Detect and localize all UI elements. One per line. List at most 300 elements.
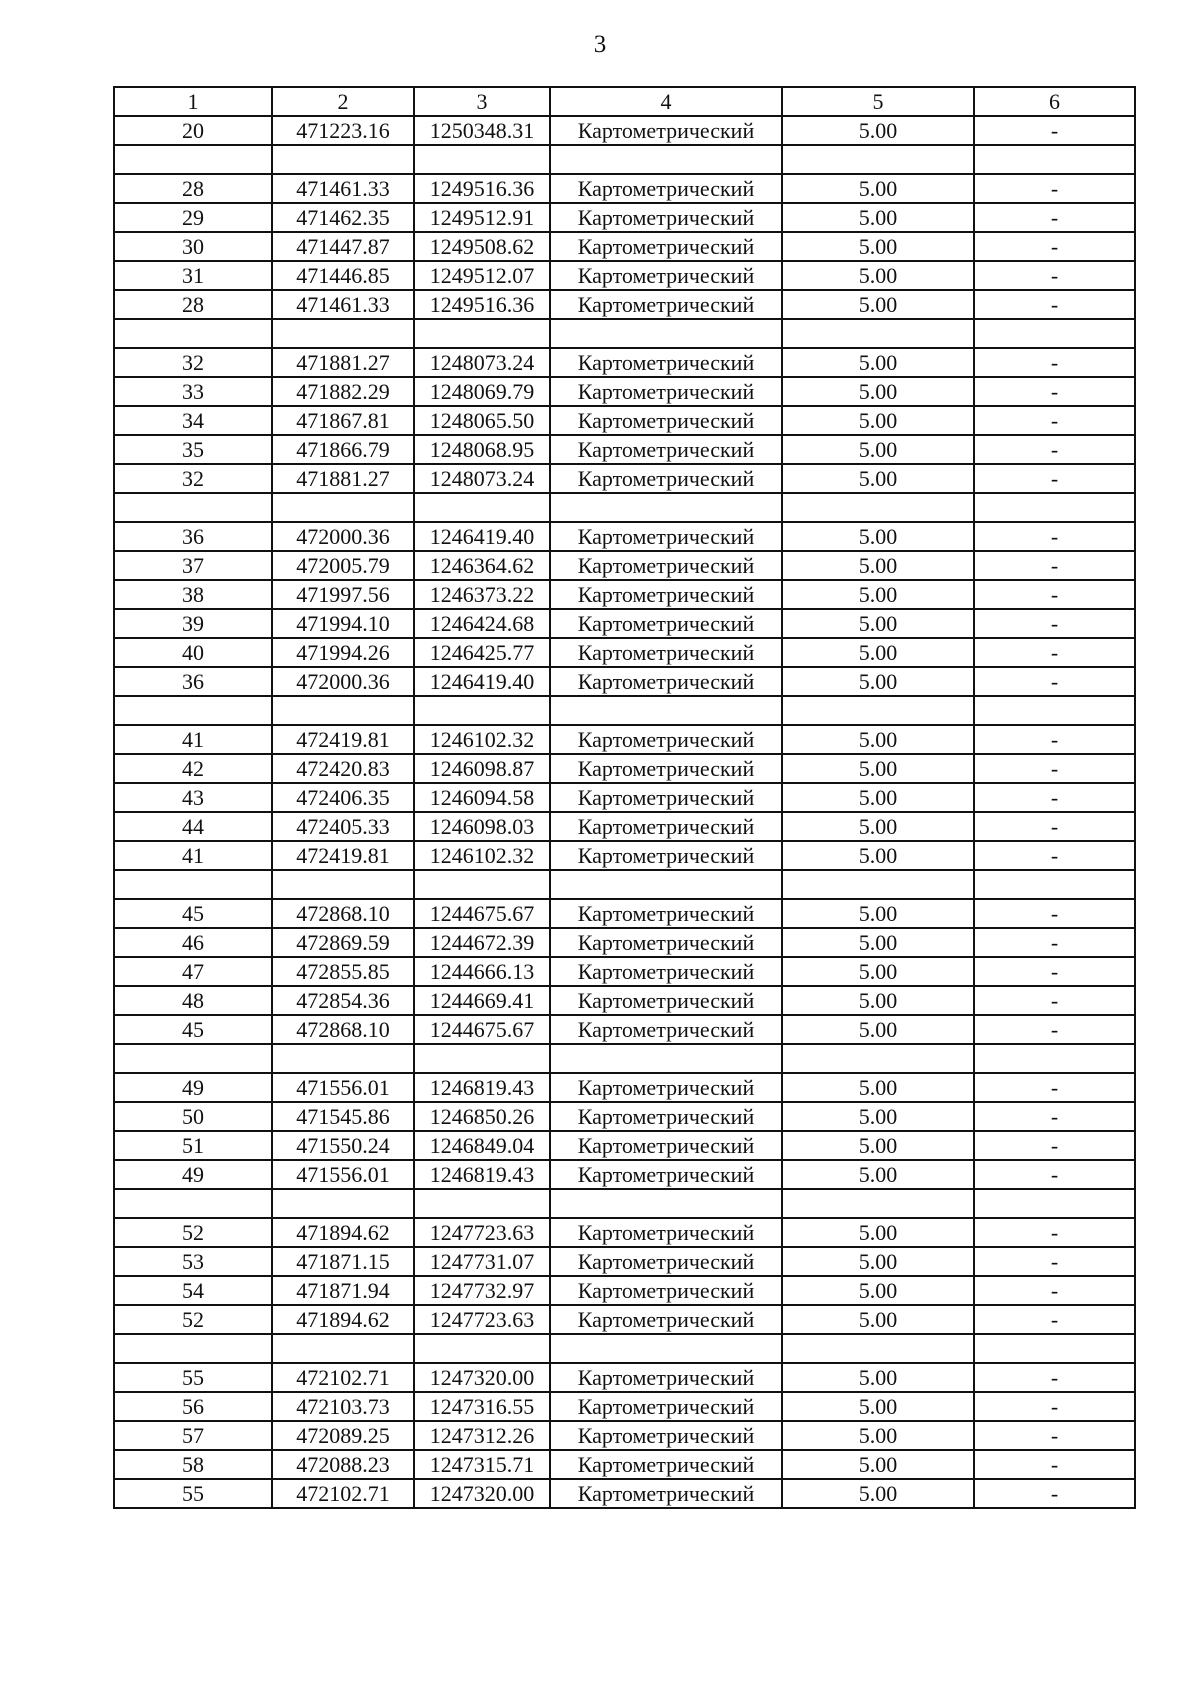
empty-cell — [414, 1044, 550, 1073]
y-coordinate-cell: 1249512.07 — [414, 261, 550, 290]
point-number-cell: 49 — [114, 1073, 272, 1102]
accuracy-cell: 5.00 — [782, 232, 974, 261]
table-row — [114, 1392, 1135, 1421]
empty-cell — [114, 870, 272, 899]
method-cell: Картометрический — [550, 638, 782, 667]
x-coordinate-cell: 471882.29 — [272, 377, 414, 406]
empty-cell — [550, 870, 782, 899]
y-coordinate-cell: 1246850.26 — [414, 1102, 550, 1131]
note-cell: - — [974, 1015, 1135, 1044]
empty-cell — [974, 696, 1135, 725]
accuracy-cell: 5.00 — [782, 580, 974, 609]
point-number-cell: 36 — [114, 522, 272, 551]
note-cell: - — [974, 1305, 1135, 1334]
empty-cell — [414, 1334, 550, 1363]
method-cell: Картометрический — [550, 406, 782, 435]
point-number-cell: 38 — [114, 580, 272, 609]
method-cell: Картометрический — [550, 812, 782, 841]
table-row — [114, 812, 1135, 841]
method-cell: Картометрический — [550, 1392, 782, 1421]
x-coordinate-cell: 471461.33 — [272, 290, 414, 319]
point-number-cell: 40 — [114, 638, 272, 667]
y-coordinate-cell: 1247312.26 — [414, 1421, 550, 1450]
table-row — [114, 986, 1135, 1015]
y-coordinate-cell: 1248073.24 — [414, 348, 550, 377]
separator-row — [114, 1189, 1135, 1218]
note-cell: - — [974, 1392, 1135, 1421]
table-row — [114, 1363, 1135, 1392]
note-cell: - — [974, 1218, 1135, 1247]
table-row — [114, 203, 1135, 232]
empty-cell — [782, 145, 974, 174]
note-cell: - — [974, 609, 1135, 638]
table-row — [114, 261, 1135, 290]
table-row — [114, 1276, 1135, 1305]
note-cell: - — [974, 812, 1135, 841]
table-row — [114, 174, 1135, 203]
page-number: 3 — [593, 31, 607, 58]
table-row — [114, 638, 1135, 667]
accuracy-cell: 5.00 — [782, 464, 974, 493]
separator-row — [114, 319, 1135, 348]
method-cell: Картометрический — [550, 1160, 782, 1189]
point-number-cell: 33 — [114, 377, 272, 406]
y-coordinate-cell: 1246424.68 — [414, 609, 550, 638]
method-cell: Картометрический — [550, 1073, 782, 1102]
point-number-cell: 56 — [114, 1392, 272, 1421]
empty-cell — [550, 145, 782, 174]
note-cell: - — [974, 1450, 1135, 1479]
x-coordinate-cell: 472405.33 — [272, 812, 414, 841]
x-coordinate-cell: 471556.01 — [272, 1073, 414, 1102]
accuracy-cell: 5.00 — [782, 406, 974, 435]
point-number-cell: 34 — [114, 406, 272, 435]
table-row — [114, 1479, 1135, 1508]
y-coordinate-cell: 1250348.31 — [414, 116, 550, 145]
table-row — [114, 667, 1135, 696]
accuracy-cell: 5.00 — [782, 435, 974, 464]
accuracy-cell: 5.00 — [782, 1102, 974, 1131]
x-coordinate-cell: 471871.15 — [272, 1247, 414, 1276]
note-cell: - — [974, 841, 1135, 870]
point-number-cell: 43 — [114, 783, 272, 812]
empty-cell — [272, 870, 414, 899]
table-row — [114, 1131, 1135, 1160]
table-row — [114, 1102, 1135, 1131]
empty-cell — [414, 145, 550, 174]
empty-cell — [114, 493, 272, 522]
accuracy-cell: 5.00 — [782, 377, 974, 406]
y-coordinate-cell: 1246425.77 — [414, 638, 550, 667]
separator-row — [114, 1044, 1135, 1073]
table-row — [114, 957, 1135, 986]
empty-cell — [114, 145, 272, 174]
separator-row — [114, 1334, 1135, 1363]
empty-cell — [414, 696, 550, 725]
empty-cell — [974, 1334, 1135, 1363]
accuracy-cell: 5.00 — [782, 725, 974, 754]
table-row — [114, 435, 1135, 464]
accuracy-cell: 5.00 — [782, 1421, 974, 1450]
y-coordinate-cell: 1248068.95 — [414, 435, 550, 464]
note-cell: - — [974, 899, 1135, 928]
y-coordinate-cell: 1249508.62 — [414, 232, 550, 261]
table-row — [114, 928, 1135, 957]
x-coordinate-cell: 471461.33 — [272, 174, 414, 203]
empty-cell — [974, 1044, 1135, 1073]
x-coordinate-cell: 472854.36 — [272, 986, 414, 1015]
y-coordinate-cell: 1248069.79 — [414, 377, 550, 406]
point-number-cell: 30 — [114, 232, 272, 261]
note-cell: - — [974, 551, 1135, 580]
accuracy-cell: 5.00 — [782, 754, 974, 783]
table-row — [114, 232, 1135, 261]
x-coordinate-cell: 471866.79 — [272, 435, 414, 464]
column-header-6: 6 — [974, 87, 1135, 116]
note-cell: - — [974, 261, 1135, 290]
point-number-cell: 47 — [114, 957, 272, 986]
x-coordinate-cell: 472000.36 — [272, 522, 414, 551]
method-cell: Картометрический — [550, 580, 782, 609]
y-coordinate-cell: 1246849.04 — [414, 1131, 550, 1160]
note-cell: - — [974, 290, 1135, 319]
note-cell: - — [974, 464, 1135, 493]
note-cell: - — [974, 406, 1135, 435]
note-cell: - — [974, 638, 1135, 667]
point-number-cell: 55 — [114, 1479, 272, 1508]
y-coordinate-cell: 1249516.36 — [414, 290, 550, 319]
note-cell: - — [974, 1131, 1135, 1160]
point-number-cell: 52 — [114, 1305, 272, 1334]
empty-cell — [782, 870, 974, 899]
y-coordinate-cell: 1246364.62 — [414, 551, 550, 580]
table-row — [114, 841, 1135, 870]
accuracy-cell: 5.00 — [782, 1392, 974, 1421]
x-coordinate-cell: 471556.01 — [272, 1160, 414, 1189]
x-coordinate-cell: 471894.62 — [272, 1218, 414, 1247]
x-coordinate-cell: 472000.36 — [272, 667, 414, 696]
method-cell: Картометрический — [550, 348, 782, 377]
method-cell: Картометрический — [550, 1247, 782, 1276]
x-coordinate-cell: 471881.27 — [272, 348, 414, 377]
method-cell: Картометрический — [550, 609, 782, 638]
method-cell: Картометрический — [550, 957, 782, 986]
empty-cell — [782, 1044, 974, 1073]
x-coordinate-cell: 471871.94 — [272, 1276, 414, 1305]
empty-cell — [782, 319, 974, 348]
empty-cell — [114, 1334, 272, 1363]
x-coordinate-cell: 472102.71 — [272, 1363, 414, 1392]
point-number-cell: 28 — [114, 174, 272, 203]
method-cell: Картометрический — [550, 928, 782, 957]
y-coordinate-cell: 1247315.71 — [414, 1450, 550, 1479]
method-cell: Картометрический — [550, 116, 782, 145]
accuracy-cell: 5.00 — [782, 638, 974, 667]
method-cell: Картометрический — [550, 464, 782, 493]
point-number-cell: 37 — [114, 551, 272, 580]
accuracy-cell: 5.00 — [782, 1276, 974, 1305]
column-header-2: 2 — [272, 87, 414, 116]
y-coordinate-cell: 1248065.50 — [414, 406, 550, 435]
accuracy-cell: 5.00 — [782, 783, 974, 812]
point-number-cell: 28 — [114, 290, 272, 319]
y-coordinate-cell: 1246094.58 — [414, 783, 550, 812]
empty-cell — [272, 493, 414, 522]
x-coordinate-cell: 472088.23 — [272, 1450, 414, 1479]
table-row — [114, 116, 1135, 145]
method-cell: Картометрический — [550, 522, 782, 551]
empty-cell — [782, 493, 974, 522]
point-number-cell: 50 — [114, 1102, 272, 1131]
table-row — [114, 551, 1135, 580]
note-cell: - — [974, 348, 1135, 377]
point-number-cell: 42 — [114, 754, 272, 783]
y-coordinate-cell: 1247320.00 — [414, 1479, 550, 1508]
table-row — [114, 725, 1135, 754]
x-coordinate-cell: 472419.81 — [272, 725, 414, 754]
accuracy-cell: 5.00 — [782, 1450, 974, 1479]
point-number-cell: 52 — [114, 1218, 272, 1247]
note-cell: - — [974, 783, 1135, 812]
method-cell: Картометрический — [550, 899, 782, 928]
method-cell: Картометрический — [550, 1479, 782, 1508]
note-cell: - — [974, 1479, 1135, 1508]
x-coordinate-cell: 472855.85 — [272, 957, 414, 986]
method-cell: Картометрический — [550, 290, 782, 319]
table-row — [114, 1305, 1135, 1334]
accuracy-cell: 5.00 — [782, 812, 974, 841]
accuracy-cell: 5.00 — [782, 609, 974, 638]
table-row — [114, 899, 1135, 928]
y-coordinate-cell: 1244669.41 — [414, 986, 550, 1015]
empty-cell — [550, 319, 782, 348]
method-cell: Картометрический — [550, 986, 782, 1015]
point-number-cell: 35 — [114, 435, 272, 464]
point-number-cell: 41 — [114, 725, 272, 754]
accuracy-cell: 5.00 — [782, 348, 974, 377]
empty-cell — [974, 319, 1135, 348]
point-number-cell: 20 — [114, 116, 272, 145]
table-row — [114, 377, 1135, 406]
method-cell: Картометрический — [550, 1305, 782, 1334]
accuracy-cell: 5.00 — [782, 667, 974, 696]
x-coordinate-cell: 471446.85 — [272, 261, 414, 290]
table-body — [114, 116, 1135, 1508]
accuracy-cell: 5.00 — [782, 203, 974, 232]
y-coordinate-cell: 1244666.13 — [414, 957, 550, 986]
table-row — [114, 1073, 1135, 1102]
method-cell: Картометрический — [550, 1363, 782, 1392]
table-row — [114, 464, 1135, 493]
accuracy-cell: 5.00 — [782, 1363, 974, 1392]
accuracy-cell: 5.00 — [782, 116, 974, 145]
x-coordinate-cell: 471997.56 — [272, 580, 414, 609]
empty-cell — [550, 1334, 782, 1363]
table-row — [114, 1450, 1135, 1479]
method-cell: Картометрический — [550, 1421, 782, 1450]
point-number-cell: 36 — [114, 667, 272, 696]
note-cell: - — [974, 1247, 1135, 1276]
empty-cell — [414, 493, 550, 522]
point-number-cell: 46 — [114, 928, 272, 957]
y-coordinate-cell: 1248073.24 — [414, 464, 550, 493]
empty-cell — [114, 1189, 272, 1218]
table-row — [114, 1160, 1135, 1189]
table-row — [114, 783, 1135, 812]
x-coordinate-cell: 471994.10 — [272, 609, 414, 638]
note-cell: - — [974, 928, 1135, 957]
accuracy-cell: 5.00 — [782, 551, 974, 580]
point-number-cell: 54 — [114, 1276, 272, 1305]
note-cell: - — [974, 174, 1135, 203]
note-cell: - — [974, 377, 1135, 406]
empty-cell — [414, 870, 550, 899]
y-coordinate-cell: 1247731.07 — [414, 1247, 550, 1276]
note-cell: - — [974, 667, 1135, 696]
column-header-4: 4 — [550, 87, 782, 116]
accuracy-cell: 5.00 — [782, 957, 974, 986]
y-coordinate-cell: 1246102.32 — [414, 725, 550, 754]
accuracy-cell: 5.00 — [782, 1015, 974, 1044]
note-cell: - — [974, 435, 1135, 464]
note-cell: - — [974, 1421, 1135, 1450]
empty-cell — [114, 319, 272, 348]
empty-cell — [550, 493, 782, 522]
x-coordinate-cell: 471550.24 — [272, 1131, 414, 1160]
y-coordinate-cell: 1249516.36 — [414, 174, 550, 203]
y-coordinate-cell: 1247723.63 — [414, 1218, 550, 1247]
note-cell: - — [974, 116, 1135, 145]
point-number-cell: 57 — [114, 1421, 272, 1450]
accuracy-cell: 5.00 — [782, 1218, 974, 1247]
x-coordinate-cell: 471867.81 — [272, 406, 414, 435]
x-coordinate-cell: 472868.10 — [272, 899, 414, 928]
point-number-cell: 58 — [114, 1450, 272, 1479]
table-row — [114, 1015, 1135, 1044]
x-coordinate-cell: 472406.35 — [272, 783, 414, 812]
table-row — [114, 580, 1135, 609]
accuracy-cell: 5.00 — [782, 1160, 974, 1189]
empty-cell — [114, 1044, 272, 1073]
accuracy-cell: 5.00 — [782, 841, 974, 870]
x-coordinate-cell: 471994.26 — [272, 638, 414, 667]
separator-row — [114, 145, 1135, 174]
accuracy-cell: 5.00 — [782, 522, 974, 551]
x-coordinate-cell: 471894.62 — [272, 1305, 414, 1334]
note-cell: - — [974, 522, 1135, 551]
empty-cell — [414, 1189, 550, 1218]
x-coordinate-cell: 472868.10 — [272, 1015, 414, 1044]
table-row — [114, 348, 1135, 377]
empty-cell — [782, 1334, 974, 1363]
method-cell: Картометрический — [550, 1102, 782, 1131]
note-cell: - — [974, 957, 1135, 986]
empty-cell — [272, 145, 414, 174]
method-cell: Картометрический — [550, 783, 782, 812]
method-cell: Картометрический — [550, 1015, 782, 1044]
note-cell: - — [974, 1276, 1135, 1305]
method-cell: Картометрический — [550, 435, 782, 464]
y-coordinate-cell: 1244672.39 — [414, 928, 550, 957]
method-cell: Картометрический — [550, 377, 782, 406]
y-coordinate-cell: 1246819.43 — [414, 1073, 550, 1102]
separator-row — [114, 870, 1135, 899]
empty-cell — [782, 1189, 974, 1218]
method-cell: Картометрический — [550, 841, 782, 870]
point-number-cell: 32 — [114, 348, 272, 377]
column-header-3: 3 — [414, 87, 550, 116]
y-coordinate-cell: 1246419.40 — [414, 667, 550, 696]
method-cell: Картометрический — [550, 1276, 782, 1305]
x-coordinate-cell: 472869.59 — [272, 928, 414, 957]
point-number-cell: 55 — [114, 1363, 272, 1392]
coordinates-table — [113, 86, 1136, 1509]
y-coordinate-cell: 1249512.91 — [414, 203, 550, 232]
y-coordinate-cell: 1246098.03 — [414, 812, 550, 841]
x-coordinate-cell: 472102.71 — [272, 1479, 414, 1508]
note-cell: - — [974, 754, 1135, 783]
x-coordinate-cell: 472103.73 — [272, 1392, 414, 1421]
y-coordinate-cell: 1246098.87 — [414, 754, 550, 783]
method-cell: Картометрический — [550, 725, 782, 754]
table-header-row — [114, 87, 1135, 116]
method-cell: Картометрический — [550, 754, 782, 783]
note-cell: - — [974, 1073, 1135, 1102]
empty-cell — [272, 319, 414, 348]
accuracy-cell: 5.00 — [782, 1479, 974, 1508]
method-cell: Картометрический — [550, 1218, 782, 1247]
point-number-cell: 32 — [114, 464, 272, 493]
x-coordinate-cell: 471223.16 — [272, 116, 414, 145]
x-coordinate-cell: 472089.25 — [272, 1421, 414, 1450]
method-cell: Картометрический — [550, 174, 782, 203]
table-row — [114, 1421, 1135, 1450]
x-coordinate-cell: 471545.86 — [272, 1102, 414, 1131]
note-cell: - — [974, 986, 1135, 1015]
y-coordinate-cell: 1247723.63 — [414, 1305, 550, 1334]
empty-cell — [272, 696, 414, 725]
accuracy-cell: 5.00 — [782, 261, 974, 290]
empty-cell — [974, 493, 1135, 522]
note-cell: - — [974, 725, 1135, 754]
empty-cell — [550, 696, 782, 725]
y-coordinate-cell: 1244675.67 — [414, 899, 550, 928]
table-row — [114, 290, 1135, 319]
x-coordinate-cell: 472420.83 — [272, 754, 414, 783]
point-number-cell: 31 — [114, 261, 272, 290]
empty-cell — [782, 696, 974, 725]
method-cell: Картометрический — [550, 551, 782, 580]
accuracy-cell: 5.00 — [782, 174, 974, 203]
empty-cell — [272, 1189, 414, 1218]
x-coordinate-cell: 471462.35 — [272, 203, 414, 232]
note-cell: - — [974, 203, 1135, 232]
point-number-cell: 49 — [114, 1160, 272, 1189]
separator-row — [114, 493, 1135, 522]
empty-cell — [974, 870, 1135, 899]
y-coordinate-cell: 1247316.55 — [414, 1392, 550, 1421]
point-number-cell: 29 — [114, 203, 272, 232]
x-coordinate-cell: 472419.81 — [272, 841, 414, 870]
empty-cell — [550, 1189, 782, 1218]
method-cell: Картометрический — [550, 1131, 782, 1160]
y-coordinate-cell: 1246102.32 — [414, 841, 550, 870]
accuracy-cell: 5.00 — [782, 1305, 974, 1334]
note-cell: - — [974, 1160, 1135, 1189]
y-coordinate-cell: 1246373.22 — [414, 580, 550, 609]
accuracy-cell: 5.00 — [782, 1247, 974, 1276]
separator-row — [114, 696, 1135, 725]
